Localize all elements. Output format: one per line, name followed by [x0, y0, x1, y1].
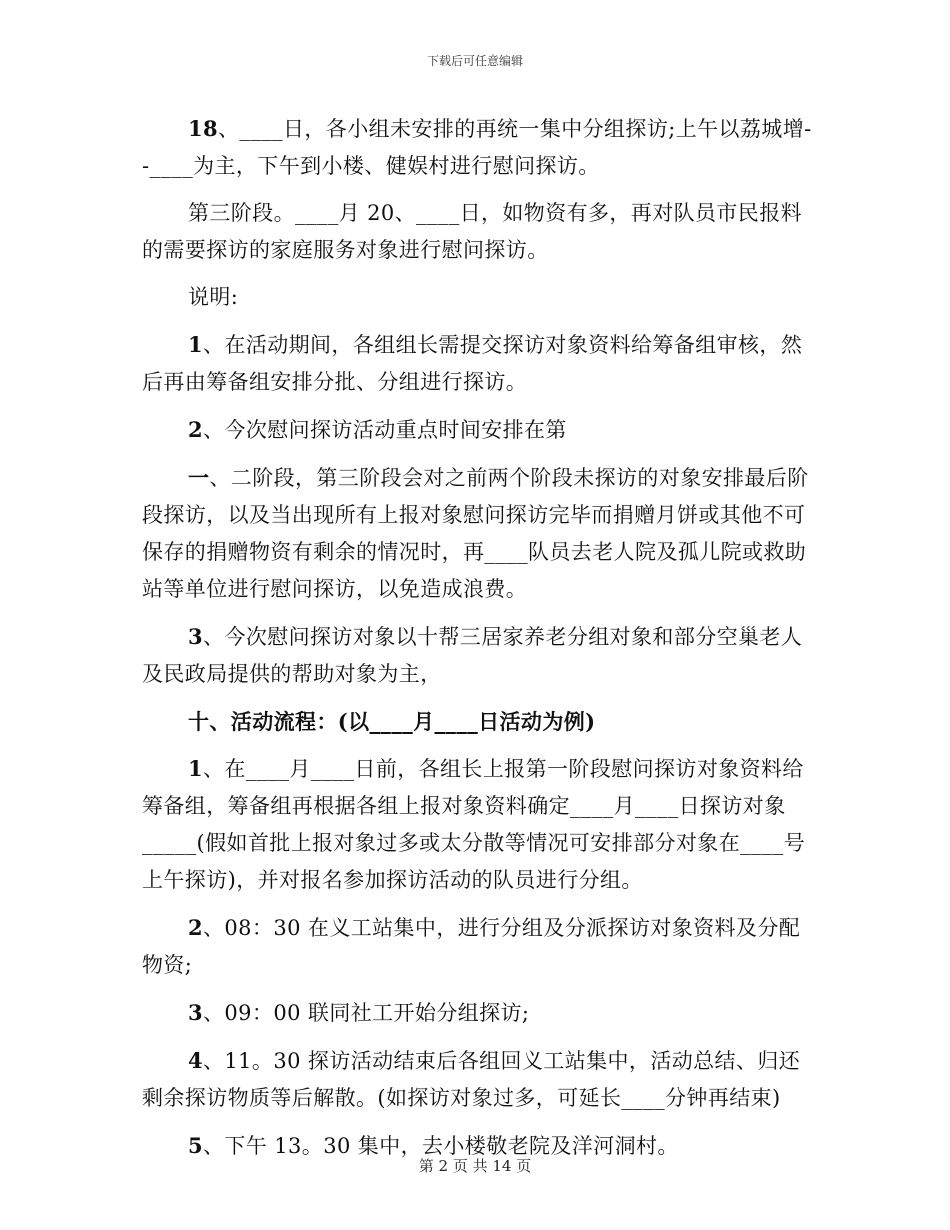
paragraph-lead: 3	[188, 1000, 204, 1025]
paragraph-text: 、今次慰问探访活动重点时间安排在第	[203, 418, 567, 442]
paragraph-flow-3	[142, 994, 812, 1032]
paragraph-flow-1	[142, 750, 812, 899]
paragraph-lead: 1	[188, 332, 204, 357]
paragraph-lead: 2	[188, 417, 204, 442]
paragraph-text: 、09：00 联同社工开始分组探访;	[203, 1001, 530, 1025]
paragraph-text: 、11。30 探访活动结束后各组回义工站集中，活动总结、归还剩余探访物质等后解散。(如探访对象过多，可延长____分钟再结束)	[142, 1049, 801, 1110]
paragraph-note-1	[142, 326, 812, 401]
paragraph-lead: 18	[188, 116, 219, 141]
paragraph-lead: 一	[188, 465, 210, 490]
paragraph-text: 第三阶段。____月 20、____日，如物资有多，再对队员市民报料的需要探访的家庭服务对象进行慰问探访。	[142, 201, 802, 262]
paragraph-lead: 5	[188, 1133, 204, 1158]
paragraph-text: 说明:	[188, 285, 239, 309]
paragraph-lead: 4	[188, 1048, 204, 1073]
paragraph-text: 、08：30 在义工站集中，进行分组及分派探访对象资料及分配物资;	[142, 916, 801, 977]
page-header: 下载后可任意编辑	[426, 54, 523, 68]
paragraph-note-2-continued	[142, 459, 812, 608]
paragraph-lead: 1	[188, 756, 204, 781]
paragraph-text: 、____日，各小组未安排的再统一集中分组探访;上午以荔城增--____为主，下午到小楼、健娱村进行慰问探访。	[142, 117, 812, 178]
paragraph-text: 、在____月____日前，各组长上报第一阶段慰问探访对象资料给筹备组，筹备组再根据各组上报对象资料确定____月____日探访对象_____(假如首批上报对象过多或太分散等情况可安排部分对象在____号上午探访)，并对报名参加探访活动的队员进行分组。	[142, 757, 806, 892]
paragraph-lead: 3	[188, 624, 204, 649]
paragraph-text: 、二阶段，第三阶段会对之前两个阶段未探访的对象安排最后阶段探访，以及当出现所有上报对象慰问探访完毕而捐赠月饼或其他不可保存的捐赠物资有剩余的情况时，再____队员去老人院及孤儿院或救助站等单位进行慰问探访，以免造成浪费。	[142, 466, 809, 601]
paragraph-phase-three	[142, 195, 812, 269]
section-heading-activity-flow	[142, 703, 812, 740]
paragraph-day-18	[142, 110, 812, 185]
paragraph-text: 、在活动期间，各组组长需提交探访对象资料给筹备组审核，然后再由筹备组安排分批、分组进行探访。	[142, 333, 803, 394]
paragraph-text: 、今次慰问探访对象以十帮三居家养老分组对象和部分空巢老人及民政局提供的帮助对象为主，	[142, 625, 803, 686]
paragraph-text: 、下午 13。30 集中，去小楼敬老院及洋河洞村。	[203, 1134, 679, 1158]
page-footer: 第 2 页 共 14 页	[418, 1157, 532, 1175]
paragraph-flow-2	[142, 909, 812, 984]
paragraph-lead: 2	[188, 915, 204, 940]
paragraph-note-3	[142, 618, 812, 693]
paragraph-note-2	[142, 411, 812, 449]
paragraph-flow-4	[142, 1042, 812, 1117]
heading-text: 十、活动流程：(以____月____日活动为例)	[188, 709, 596, 734]
paragraph-notes-label	[142, 279, 812, 316]
document-body	[142, 110, 812, 1165]
